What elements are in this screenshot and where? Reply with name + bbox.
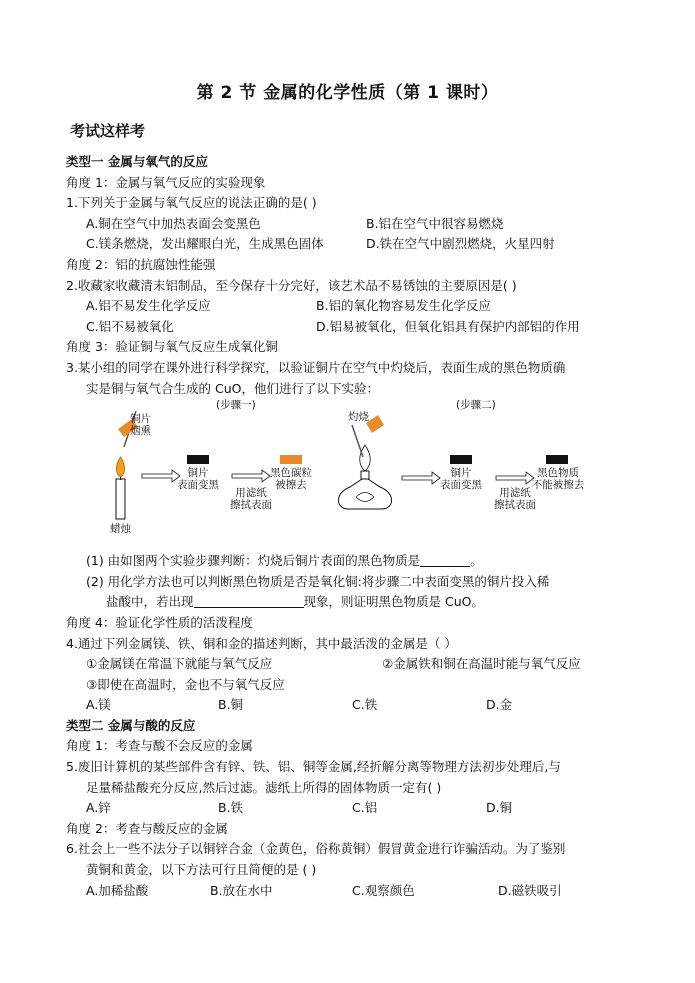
q4-statement-1: ①金属镁在常温下就能与氧气反应 [86, 656, 273, 672]
q1-stem: 1.下列关于金属与氧气反应的说法正确的是( ) [66, 195, 317, 211]
wipe1-b: 擦拭表面 [230, 499, 272, 512]
alcohol-lamp [339, 479, 392, 509]
lamp-flame [360, 445, 371, 471]
q4-stem: 4.通过下列金属镁、铁、铜和金的描述判断，其中最活泼的金属是（ ） [66, 635, 457, 651]
q3-sub1-blank[interactable] [420, 552, 470, 567]
q3-stem-line2: 实是铜与氧气合生成的 CuO，他们进行了以下实验： [86, 380, 379, 396]
candle-body [116, 479, 125, 519]
surface-black-1-b: 表面变黑 [177, 479, 219, 492]
tongs-2 [352, 425, 363, 457]
blackened-copper-1 [187, 455, 209, 464]
type1-angle1: 角度 1：金属与氧气反应的实验现象 [66, 174, 266, 190]
q4-statements-row1 [66, 654, 646, 675]
q4-statement-3: ③即使在高温时，金也不与氧气反应 [86, 676, 285, 692]
blackened-copper-2 [450, 455, 472, 464]
content [66, 152, 646, 901]
candle-flame [116, 457, 124, 477]
q5-option-c: C.铝 [352, 800, 378, 816]
wipe2-b: 擦拭表面 [494, 499, 536, 512]
type2-angle2: 角度 2：考查与酸反应的金属 [66, 820, 228, 836]
exam-heading: 考试这样考 [70, 122, 146, 140]
q1-options-row2 [66, 234, 646, 255]
q3-stem-line1: 3.某小组的同学在课外进行科学探究，以验证铜片在空气中灼烧后，表面生成的黑色物质确 [66, 359, 566, 375]
q3-sub2-post: 现象，则证明黑色物质是 CuO。 [303, 594, 484, 610]
black-sub-b: 不能被擦去 [531, 479, 585, 492]
carbon-b: 被擦去 [275, 479, 307, 492]
smoked-copper-label-2: 烟熏 [130, 425, 151, 438]
q6-option-b: B.放在水中 [210, 882, 273, 898]
smoked-copper-label-1: 铜片 [130, 413, 151, 426]
type2-heading: 类型二 金属与酸的反应 [66, 717, 196, 733]
q2-options-row1 [66, 296, 646, 317]
q1-option-b: B.铝在空气中很容易燃烧 [366, 215, 504, 231]
burning-label: 灼烧 [348, 411, 369, 424]
q3-sub2-line1: (2) 用化学方法也可以判断黑色物质是否是氧化铜:将步骤二中表面变黑的铜片投入稀 [86, 573, 550, 589]
type1-angle4: 角度 4：验证化学性质的活泼程度 [66, 614, 253, 630]
q5-stem-line1: 5.废旧计算机的某些部件含有锌、铁、铝、铜等金属,经折解分离等物理方法初步处理后,与 [66, 759, 561, 775]
step1-label: (步骤一) [216, 399, 256, 412]
q5-option-a: A.锌 [86, 800, 111, 816]
q3-sub2-line2 [66, 592, 646, 613]
q4-options [66, 695, 646, 716]
q3-sub2-pre: 盐酸中，若出现 [106, 594, 194, 610]
candle-label: 蜡烛 [110, 523, 131, 536]
surface-black-2-b: 表面变黑 [440, 479, 482, 492]
type1-heading: 类型一 金属与氧气的反应 [66, 154, 208, 169]
black-sub-a: 黑色物质 [537, 467, 579, 480]
surface-black-1-a: 铜片 [187, 467, 209, 480]
lamp-neck [361, 471, 369, 479]
q4-option-c: C.铁 [352, 697, 378, 713]
experiment-figure [66, 399, 646, 551]
surface-black-2-a: 铜片 [450, 467, 472, 480]
q6-stem-line2: 黄铜和黄金，以下方法可行且简便的是 ( ) [86, 862, 317, 878]
q5-options [66, 798, 646, 819]
q2-stem: 2.收藏家收藏清末铝制品，至今保存十分完好，该艺术品不易锈蚀的主要原因是( ) [66, 277, 517, 293]
type2-angle1: 角度 1：考查与酸不会反应的金属 [66, 738, 253, 754]
q3-sub1 [66, 551, 646, 572]
wipe2-a: 用滤纸 [499, 487, 531, 500]
q5-option-b: B.铁 [218, 800, 244, 816]
q5-stem-line2: 足量稀盐酸充分反应,然后过滤。滤纸上所得的固体物质一定有( ) [86, 779, 442, 795]
step2-label: (步骤二) [456, 399, 496, 412]
q4-option-a: A.镁 [86, 697, 111, 713]
q3-sub2-blank[interactable] [194, 593, 304, 608]
type1-angle3: 角度 3：验证铜与氧气反应生成氧化铜 [66, 339, 278, 355]
q1-option-c: C.镁条燃烧，发出耀眼白光，生成黑色固体 [86, 236, 324, 252]
q2-option-c: C.铝不易被氧化 [86, 318, 174, 334]
q4-option-b: B.铜 [218, 697, 244, 713]
blackened-copper-3 [546, 455, 568, 464]
q6-option-c: C.观察颜色 [352, 882, 415, 898]
q2-option-a: A.铝不易发生化学反应 [86, 298, 211, 314]
q4-option-d: D.金 [486, 697, 513, 713]
q6-stem-line1: 6.社会上一些不法分子以铜锌合金（金黄色，俗称黄铜）假冒黄金进行诈骗活动。为了鉴别 [66, 841, 566, 857]
q1-options-row1 [66, 214, 646, 235]
type1-angle2: 角度 2：铝的抗腐蚀性能强 [66, 256, 216, 272]
q2-option-d: D.铝易被氧化，但氧化铝具有保护内部铝的作用 [316, 318, 580, 334]
q2-option-b: B.铝的氧化物容易发生化学反应 [316, 298, 492, 314]
q6-options [66, 881, 646, 902]
q1-option-d: D.铁在空气中剧烈燃烧，火星四射 [366, 236, 555, 252]
page-title: 第 2 节 金属的化学性质（第 1 课时） [196, 83, 499, 103]
q4-statement-2: ②金属铁和铜在高温时能与氧气反应 [382, 656, 581, 672]
q3-sub1-text: (1) 由如图两个实验步骤判断：灼烧后铜片表面的黑色物质是 [86, 553, 421, 569]
q1-option-a: A.铜在空气中加热表面会变黑色 [86, 215, 261, 231]
clean-copper [280, 455, 302, 464]
q2-options-row2 [66, 317, 646, 338]
wipe1-a: 用滤纸 [235, 487, 267, 500]
carbon-a: 黑色碳粒 [270, 467, 312, 480]
q6-option-d: D.磁铁吸引 [498, 882, 562, 898]
q3-sub1-end: 。 [470, 553, 483, 569]
q5-option-d: D.铜 [486, 800, 513, 816]
q6-option-a: A.加稀盐酸 [86, 882, 149, 898]
